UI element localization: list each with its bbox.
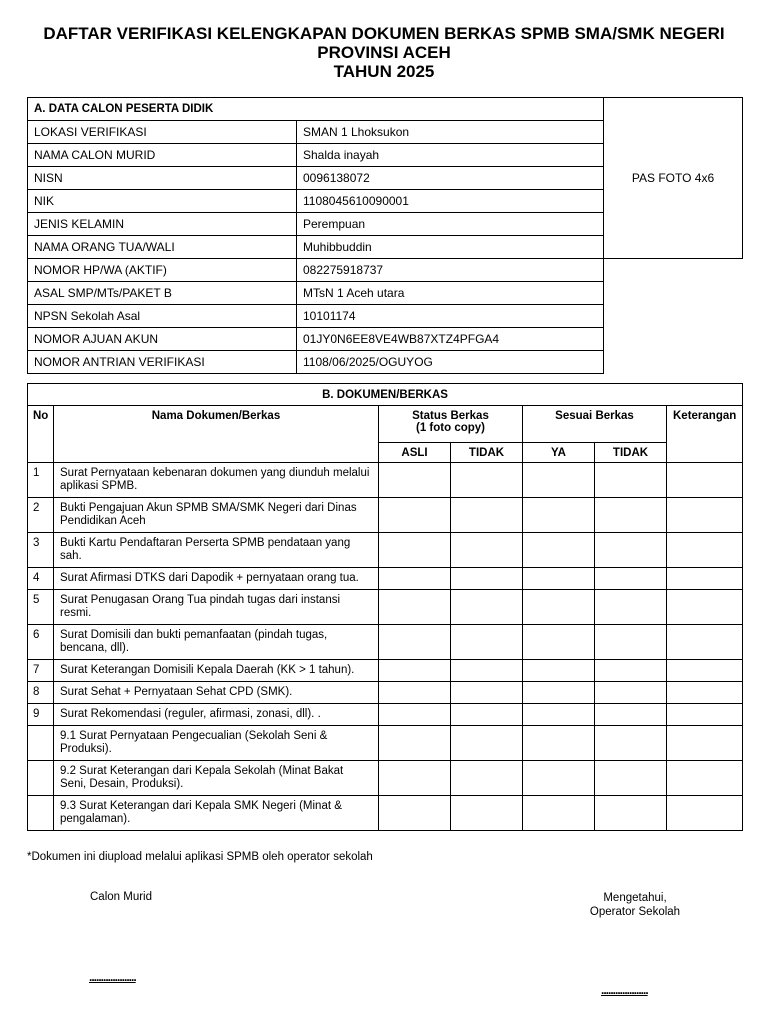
ya-cell[interactable] <box>523 590 595 625</box>
asli-cell[interactable] <box>379 704 451 726</box>
keterangan-cell[interactable] <box>667 761 743 796</box>
table-row <box>28 463 743 498</box>
table-row <box>28 682 743 704</box>
ya-cell[interactable] <box>523 568 595 590</box>
field-value: 1108/06/2025/OGUYOG <box>297 351 604 374</box>
tidak-cell[interactable] <box>451 568 523 590</box>
col-ya-header: YA <box>523 443 595 463</box>
tidak-cell[interactable] <box>451 463 523 498</box>
table-row <box>28 568 743 590</box>
row-number <box>28 726 54 761</box>
ya-cell[interactable] <box>523 726 595 761</box>
field-value: 082275918737 <box>297 259 604 282</box>
signature-right-line: .................... <box>601 983 648 997</box>
tidak-cell[interactable] <box>451 660 523 682</box>
row-number: 8 <box>28 682 54 704</box>
field-value: 0096138072 <box>297 167 604 190</box>
document-title <box>0 24 768 81</box>
field-label: LOKASI VERIFIKASI <box>28 121 297 144</box>
signature-right-label-1: Mengetahui, <box>603 892 667 904</box>
table-row <box>28 761 743 796</box>
document-name: Surat Afirmasi DTKS dari Dapodik + pernyataan orang tua. <box>54 568 379 590</box>
col-status-header <box>379 406 523 443</box>
field-label: NPSN Sekolah Asal <box>28 305 297 328</box>
ya-cell[interactable] <box>523 498 595 533</box>
row-number: 1 <box>28 463 54 498</box>
row-number: 4 <box>28 568 54 590</box>
documents-table <box>27 383 743 831</box>
tidak-cell[interactable] <box>451 682 523 704</box>
tidak-cell[interactable] <box>595 660 667 682</box>
field-label: JENIS KELAMIN <box>28 213 297 236</box>
document-name: Surat Sehat + Pernyataan Sehat CPD (SMK). <box>54 682 379 704</box>
field-label: NOMOR ANTRIAN VERIFIKASI <box>28 351 297 374</box>
footnote: *Dokumen ini diupload melalui aplikasi SPMB oleh operator sekolah <box>27 851 373 863</box>
document-name: Surat Pernyataan kebenaran dokumen yang diunduh melalui aplikasi SPMB. <box>54 463 379 498</box>
status-header-text: Status Berkas <box>412 410 489 422</box>
ya-cell[interactable] <box>523 625 595 660</box>
asli-cell[interactable] <box>379 726 451 761</box>
tidak-cell[interactable] <box>595 463 667 498</box>
row-number: 3 <box>28 533 54 568</box>
table-row <box>28 533 743 568</box>
document-name: 9.1 Surat Pernyataan Pengecualian (Sekolah Seni & Produksi). <box>54 726 379 761</box>
tidak-cell[interactable] <box>451 590 523 625</box>
row-number <box>28 761 54 796</box>
col-keterangan-header: Keterangan <box>667 406 743 463</box>
field-value: 01JY0N6EE8VE4WB87XTZ4PFGA4 <box>297 328 604 351</box>
col-tidak-header: TIDAK <box>595 443 667 463</box>
keterangan-cell[interactable] <box>667 660 743 682</box>
tidak-cell[interactable] <box>595 761 667 796</box>
tidak-cell[interactable] <box>451 761 523 796</box>
row-number: 5 <box>28 590 54 625</box>
field-value: 10101174 <box>297 305 604 328</box>
field-label: ASAL SMP/MTs/PAKET B <box>28 282 297 305</box>
tidak-cell[interactable] <box>595 682 667 704</box>
tidak-cell[interactable] <box>451 498 523 533</box>
asli-cell[interactable] <box>379 796 451 831</box>
tidak-cell[interactable] <box>595 726 667 761</box>
field-value: Perempuan <box>297 213 604 236</box>
tidak-cell[interactable] <box>595 704 667 726</box>
tidak-cell[interactable] <box>595 590 667 625</box>
tidak-cell[interactable] <box>595 796 667 831</box>
ya-cell[interactable] <box>523 704 595 726</box>
signature-left-line: .................... <box>89 970 136 984</box>
section-a-heading: A. DATA CALON PESERTA DIDIK <box>28 98 604 121</box>
tidak-cell[interactable] <box>451 704 523 726</box>
asli-cell[interactable] <box>379 568 451 590</box>
ya-cell[interactable] <box>523 682 595 704</box>
ya-cell[interactable] <box>523 660 595 682</box>
col-no-header: No <box>28 406 54 463</box>
ya-cell[interactable] <box>523 796 595 831</box>
document-name: Bukti Pengajuan Akun SPMB SMA/SMK Negeri dari Dinas Pendidikan Aceh <box>54 498 379 533</box>
document-name: Surat Keterangan Domisili Kepala Daerah (KK > 1 tahun). <box>54 660 379 682</box>
table-row <box>28 660 743 682</box>
tidak-cell[interactable] <box>451 726 523 761</box>
section-b-heading: B. DOKUMEN/BERKAS <box>28 384 743 406</box>
document-name: Surat Rekomendasi (reguler, afirmasi, zonasi, dll). . <box>54 704 379 726</box>
status-subheader-text: (1 foto copy) <box>416 422 485 434</box>
keterangan-cell[interactable] <box>667 726 743 761</box>
title-line-3: TAHUN 2025 <box>333 62 435 81</box>
col-asli-header: ASLI <box>379 443 451 463</box>
title-line-2: PROVINSI ACEH <box>317 43 451 62</box>
asli-cell[interactable] <box>379 660 451 682</box>
asli-cell[interactable] <box>379 498 451 533</box>
table-row <box>28 704 743 726</box>
field-value: 1108045610090001 <box>297 190 604 213</box>
document-name: 9.3 Surat Keterangan dari Kepala SMK Negeri (Minat & pengalaman). <box>54 796 379 831</box>
row-number: 6 <box>28 625 54 660</box>
title-line-1: DAFTAR VERIFIKASI KELENGKAPAN DOKUMEN BERKAS SPMB SMA/SMK NEGERI <box>43 24 725 43</box>
asli-cell[interactable] <box>379 533 451 568</box>
row-number: 7 <box>28 660 54 682</box>
ya-cell[interactable] <box>523 533 595 568</box>
table-row <box>28 590 743 625</box>
signature-right-label-2: Operator Sekolah <box>589 906 681 918</box>
row-number: 2 <box>28 498 54 533</box>
tidak-cell[interactable] <box>595 625 667 660</box>
field-label: NOMOR HP/WA (AKTIF) <box>28 259 297 282</box>
col-name-header: Nama Dokumen/Berkas <box>54 406 379 463</box>
keterangan-cell[interactable] <box>667 463 743 498</box>
field-label: NISN <box>28 167 297 190</box>
field-value: SMAN 1 Lhoksukon <box>297 121 604 144</box>
document-name: 9.2 Surat Keterangan dari Kepala Sekolah (Minat Bakat Seni, Desain, Produksi). <box>54 761 379 796</box>
keterangan-cell[interactable] <box>667 682 743 704</box>
field-label: NAMA ORANG TUA/WALI <box>28 236 297 259</box>
keterangan-cell[interactable] <box>667 568 743 590</box>
table-row <box>28 498 743 533</box>
table-row <box>28 796 743 831</box>
field-value: Shalda inayah <box>297 144 604 167</box>
photo-placeholder: PAS FOTO 4x6 <box>604 98 743 259</box>
table-row <box>28 726 743 761</box>
keterangan-cell[interactable] <box>667 625 743 660</box>
asli-cell[interactable] <box>379 682 451 704</box>
field-value: Muhibbuddin <box>297 236 604 259</box>
asli-cell[interactable] <box>379 463 451 498</box>
field-label: NOMOR AJUAN AKUN <box>28 328 297 351</box>
col-sesuai-header: Sesuai Berkas <box>523 406 667 443</box>
table-row <box>28 625 743 660</box>
tidak-cell[interactable] <box>595 498 667 533</box>
keterangan-cell[interactable] <box>667 498 743 533</box>
tidak-cell[interactable] <box>451 625 523 660</box>
tidak-cell[interactable] <box>451 796 523 831</box>
signature-left-label: Calon Murid <box>90 891 152 903</box>
ya-cell[interactable] <box>523 761 595 796</box>
asli-cell[interactable] <box>379 590 451 625</box>
document-name: Surat Domisili dan bukti pemanfaatan (pindah tugas, bencana, dll). <box>54 625 379 660</box>
col-tidak-header: TIDAK <box>451 443 523 463</box>
document-name: Bukti Kartu Pendaftaran Perserta SPMB pendataan yang sah. <box>54 533 379 568</box>
keterangan-cell[interactable] <box>667 796 743 831</box>
tidak-cell[interactable] <box>595 568 667 590</box>
keterangan-cell[interactable] <box>667 704 743 726</box>
ya-cell[interactable] <box>523 463 595 498</box>
field-value: MTsN 1 Aceh utara <box>297 282 604 305</box>
row-number: 9 <box>28 704 54 726</box>
document-name: Surat Penugasan Orang Tua pindah tugas dari instansi resmi. <box>54 590 379 625</box>
signature-right-block <box>560 891 710 919</box>
tidak-cell[interactable] <box>451 533 523 568</box>
row-number <box>28 796 54 831</box>
field-label: NIK <box>28 190 297 213</box>
asli-cell[interactable] <box>379 625 451 660</box>
keterangan-cell[interactable] <box>667 590 743 625</box>
field-label: NAMA CALON MURID <box>28 144 297 167</box>
student-data-table <box>27 97 743 374</box>
tidak-cell[interactable] <box>595 533 667 568</box>
asli-cell[interactable] <box>379 761 451 796</box>
keterangan-cell[interactable] <box>667 533 743 568</box>
